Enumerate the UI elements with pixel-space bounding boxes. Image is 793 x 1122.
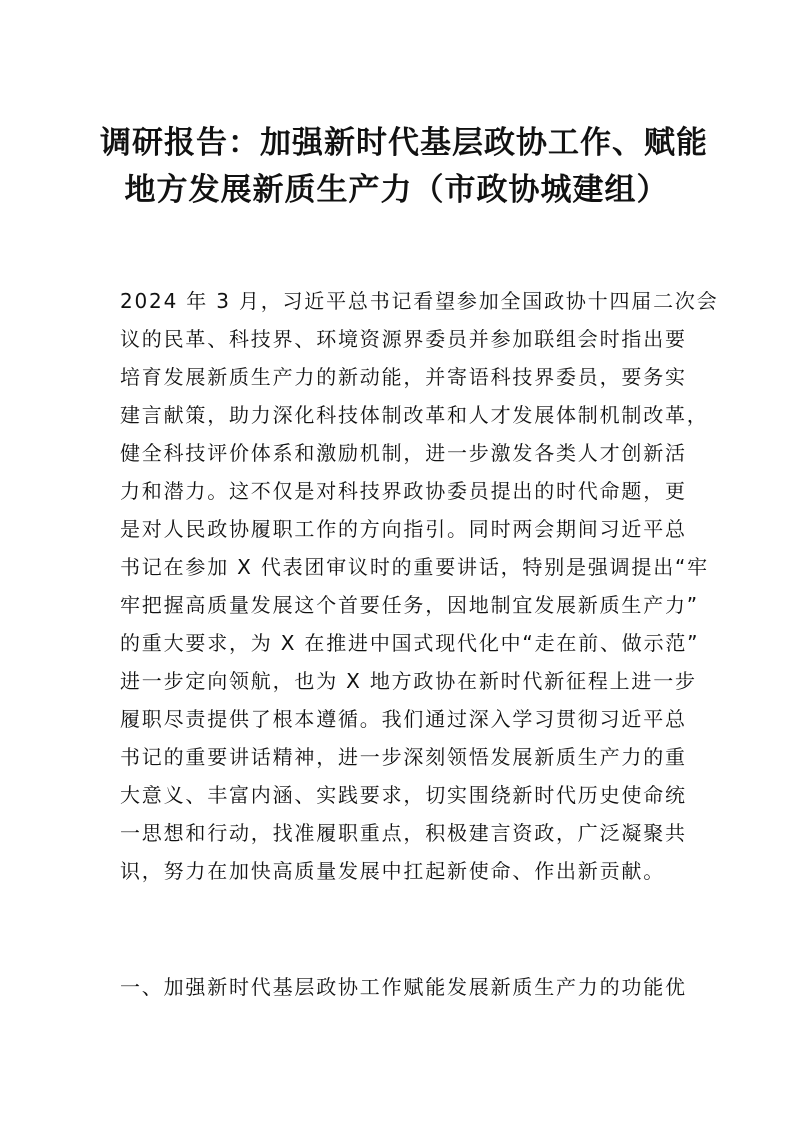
paragraph-line: 履职尽责提供了根本遵循。我们通过深入学习贯彻习近平总 xyxy=(120,707,687,731)
paragraph-line: 议的民革、科技界、环境资源界委员并参加联组会时指出要 xyxy=(120,327,687,351)
document-title-line-1: 调研报告：加强新时代基层政协工作、赋能 xyxy=(100,125,708,161)
paragraph-line: 建言献策，助力深化科技体制改革和人才发展体制机制改革， xyxy=(120,403,709,427)
paragraph-line: 力和潜力。这不仅是对科技界政协委员提出的时代命题，更 xyxy=(120,479,687,503)
paragraph-line: 牢把握高质量发展这个首要任务，因地制宜发展新质生产力” xyxy=(120,593,699,617)
paragraph-line: 大意义、丰富内涵、实践要求，切实围绕新时代历史使命统 xyxy=(120,783,687,807)
paragraph-line: 2024 年 3 月，习近平总书记看望参加全国政协十四届二次会 xyxy=(120,289,719,313)
section-heading: 一、加强新时代基层政协工作赋能发展新质生产力的功能优 xyxy=(120,975,687,999)
paragraph-line: 一思想和行动，找准履职重点，积极建言资政，广泛凝聚共 xyxy=(120,821,687,845)
paragraph-line: 书记在参加 X 代表团审议时的重要讲话，特别是强调提出“牢 xyxy=(120,555,709,579)
paragraph-line: 培育发展新质生产力的新动能，并寄语科技界委员，要务实 xyxy=(120,365,687,389)
paragraph-line: 进一步定向领航，也为 X 地方政协在新时代新征程上进一步 xyxy=(120,669,697,693)
paragraph-line: 的重大要求，为 X 在推进中国式现代化中“走在前、做示范” xyxy=(120,631,700,655)
paragraph-line: 健全科技评价体系和激励机制，进一步激发各类人才创新活 xyxy=(120,441,687,465)
paragraph-line: 书记的重要讲话精神，进一步深刻领悟发展新质生产力的重 xyxy=(120,745,687,769)
paragraph-line: 识，努力在加快高质量发展中扛起新使命、作出新贡献。 xyxy=(120,859,665,883)
paragraph-line: 是对人民政协履职工作的方向指引。同时两会期间习近平总 xyxy=(120,517,687,541)
document-title-line-2: 地方发展新质生产力（市政协城建组） xyxy=(124,172,669,208)
